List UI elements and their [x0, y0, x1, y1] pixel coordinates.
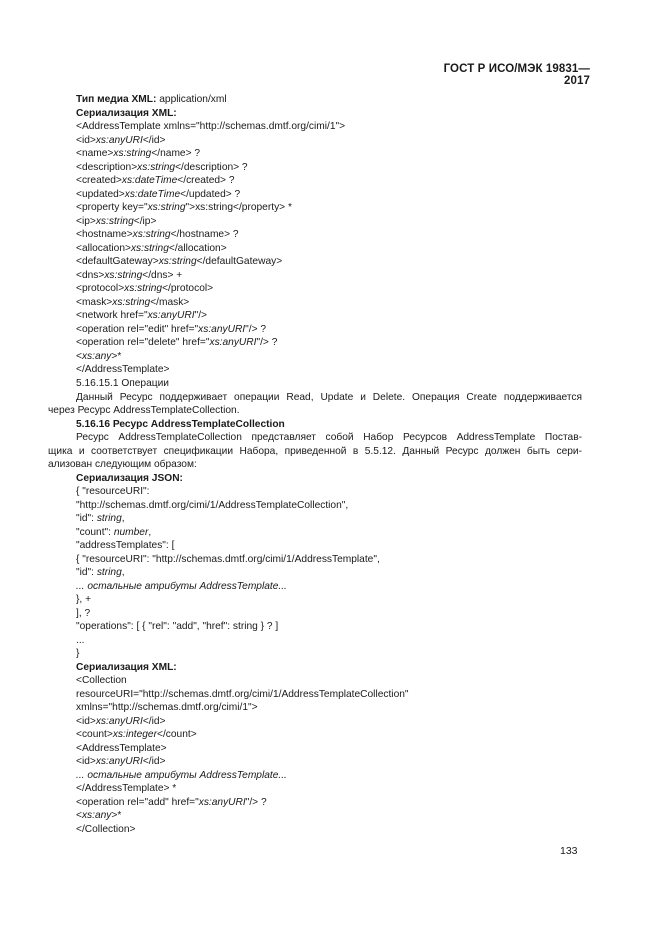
- code-token: </id>: [142, 134, 166, 146]
- code-token: <hostname>: [76, 229, 133, 240]
- code-token: <operation rel="delete" href=": [76, 337, 210, 348]
- code-line: [76, 228, 239, 241]
- code-type-token: string: [96, 567, 122, 578]
- code-token: </allocation>: [168, 242, 227, 254]
- code-token: </created> ?: [177, 175, 235, 186]
- code-token: ,: [121, 513, 125, 524]
- code-line: [76, 201, 292, 214]
- code-token: "http://schemas.dmtf.org/cimi/1/AddressTemplateCollection",: [76, 499, 349, 511]
- code-token: <updated>: [76, 188, 125, 200]
- code-line: [76, 539, 174, 552]
- code-type-token: xs:string: [130, 242, 169, 254]
- code-token: "/>: [194, 310, 207, 321]
- code-token: <name>: [76, 148, 114, 159]
- code-token: <protocol>: [76, 283, 125, 294]
- code-type-token: ... остальные атрибуты AddressTemplate...: [76, 580, 287, 592]
- code-token: ], ?: [76, 607, 91, 619]
- code-token: </id>: [142, 715, 166, 727]
- code-line: [76, 553, 380, 566]
- code-token: { "resourceURI":: [76, 486, 150, 497]
- code-type-token: xs:dateTime: [121, 175, 178, 186]
- code-token: <network href=": [76, 310, 148, 321]
- code-line: [76, 323, 266, 336]
- code-type-token: xs:string: [112, 296, 151, 308]
- code-token: </dns> +: [142, 269, 183, 281]
- json-serialization-label: Сериализация JSON:: [76, 472, 183, 484]
- code-token: { "resourceURI": "http://schemas.dmtf.org/cimi/1/AddressTemplate",: [76, 553, 380, 565]
- code-token: xmlns="http://schemas.dmtf.org/cimi/1">: [76, 702, 258, 713]
- code-line: [76, 701, 258, 714]
- code-line: [76, 134, 166, 147]
- code-line: [76, 269, 182, 282]
- code-type-token: xs:string: [137, 161, 176, 173]
- section-paragraph-line2: щика и соответствует спецификации Набора, приведенной в 5.5.12. Данный Ресурс должен быть сери-: [48, 445, 582, 457]
- code-token: <operation rel="edit" href=": [76, 323, 199, 335]
- media-type-value: application/xml: [156, 94, 227, 105]
- code-type-token: number: [113, 526, 149, 538]
- code-line: [76, 782, 176, 795]
- code-token: <mask>: [76, 296, 113, 308]
- code-token: <count>: [76, 729, 113, 740]
- code-token: "count":: [76, 526, 114, 538]
- code-token: resourceURI="http://schemas.dmtf.org/cimi/1/AddressTemplateCollection": [76, 688, 409, 700]
- code-type-token: xs:dateTime: [124, 188, 181, 200]
- code-type-token: xs:string: [158, 256, 197, 267]
- code-line: [76, 769, 287, 782]
- code-line: [76, 282, 213, 295]
- code-line: [76, 350, 121, 363]
- code-line: [76, 620, 278, 633]
- page-number: 133: [560, 845, 578, 857]
- code-line: [76, 715, 166, 728]
- code-token: <AddressTemplate>: [76, 742, 167, 754]
- operations-paragraph-line1: Данный Ресурс поддерживает операции Read, Update и Delete. Операция Create поддерживается: [76, 391, 582, 403]
- code-token: </mask>: [150, 296, 190, 308]
- operations-paragraph-line2: через Ресурс AddressTemplateCollection.: [48, 405, 240, 416]
- code-type-token: xs:string: [95, 215, 134, 227]
- code-line: [76, 336, 277, 349]
- code-token: <: [76, 810, 82, 821]
- code-token: </AddressTemplate>: [76, 364, 170, 375]
- code-token: </count>: [157, 729, 197, 740]
- standard-header: ГОСТ Р ИСО/МЭК 19831—2017: [443, 63, 590, 87]
- code-line: [76, 188, 240, 201]
- code-type-token: xs:integer: [112, 729, 157, 740]
- code-token: </protocol>: [162, 283, 214, 294]
- code-line: [76, 174, 235, 187]
- code-line: [76, 593, 91, 606]
- code-type-token: xs:anyURI: [198, 796, 246, 808]
- section-heading: 5.16.16 Ресурс AddressTemplateCollection: [76, 418, 285, 430]
- code-token: "/> ?: [256, 337, 278, 348]
- code-line: [76, 161, 248, 174]
- code-token: <: [76, 350, 82, 362]
- code-type-token: xs:string: [104, 269, 143, 281]
- code-type-token: xs:string: [132, 229, 171, 240]
- code-token: </ip>: [133, 215, 157, 227]
- code-type-token: xs:anyURI: [95, 715, 143, 727]
- code-token: <defaultGateway>: [76, 256, 159, 267]
- code-token: "/> ?: [245, 323, 267, 335]
- code-line: [76, 255, 282, 268]
- code-type-token: xs:anyURI: [209, 337, 257, 348]
- code-token: <created>: [76, 175, 122, 186]
- code-token: >*: [111, 810, 122, 821]
- code-type-token: xs:anyURI: [95, 134, 143, 146]
- code-token: <id>: [76, 715, 96, 727]
- code-token: }: [76, 648, 80, 659]
- code-line: [76, 688, 409, 701]
- code-type-token: xs:string: [147, 202, 186, 213]
- code-line: [76, 809, 121, 822]
- code-token: ,: [121, 567, 125, 578]
- code-type-token: xs:anyURI: [147, 310, 195, 321]
- code-token: </Collection>: [76, 823, 136, 835]
- code-token: </updated> ?: [180, 188, 241, 200]
- code-token: <id>: [76, 134, 96, 146]
- code-line: [76, 512, 125, 525]
- code-line: [76, 309, 207, 322]
- code-type-token: xs:any: [81, 350, 112, 362]
- code-line: [76, 242, 227, 255]
- media-type-line: [76, 93, 227, 106]
- code-token: <dns>: [76, 269, 105, 281]
- code-token: "id":: [76, 513, 97, 524]
- code-line: [76, 120, 345, 133]
- code-line: [76, 823, 135, 836]
- code-token: "addressTemplates": [: [76, 540, 175, 551]
- code-token: </name> ?: [151, 148, 201, 159]
- code-type-token: xs:anyURI: [198, 323, 246, 335]
- code-token: ...: [76, 634, 85, 646]
- code-token: >*: [111, 350, 122, 362]
- code-token: ">xs:string</property> *: [185, 202, 292, 213]
- code-line: [76, 566, 125, 579]
- code-line: [76, 499, 348, 512]
- code-line: [76, 728, 197, 741]
- media-type-label: Тип медиа XML:: [76, 94, 157, 105]
- code-token: </description> ?: [175, 161, 248, 173]
- code-token: ,: [148, 526, 152, 538]
- code-token: <Collection: [76, 675, 127, 686]
- code-line: [76, 363, 169, 376]
- code-line: [76, 755, 166, 768]
- code-token: <id>: [76, 756, 96, 767]
- code-token: <ip>: [76, 215, 96, 227]
- code-token: </defaultGateway>: [196, 256, 283, 267]
- code-token: <AddressTemplate xmlns="http://schemas.dmtf.org/cimi/1">: [76, 121, 346, 132]
- code-line: [76, 296, 189, 309]
- code-token: "id":: [76, 567, 97, 578]
- xml-serialization-label: Сериализация XML:: [76, 107, 177, 119]
- code-token: </AddressTemplate> *: [76, 783, 177, 794]
- code-line: [76, 526, 151, 539]
- code-type-token: ... остальные атрибуты AddressTemplate...: [76, 769, 287, 781]
- code-type-token: xs:anyURI: [95, 756, 143, 767]
- operations-heading: 5.16.15.1 Операции: [76, 378, 169, 389]
- code-token: <description>: [76, 161, 138, 173]
- section-paragraph-line3: ализован следующим образом:: [48, 459, 197, 470]
- code-line: [76, 215, 156, 228]
- code-line: [76, 742, 167, 755]
- code-token: </hostname> ?: [170, 229, 239, 240]
- code-token: "/> ?: [245, 796, 267, 808]
- code-token: <operation rel="add" href=": [76, 796, 199, 808]
- code-token: </id>: [142, 756, 166, 767]
- code-type-token: xs:string: [124, 283, 163, 294]
- code-line: [76, 147, 200, 160]
- code-line: [76, 580, 287, 593]
- section-paragraph-line1: Ресурс AddressTemplateCollection представляет собой Набор Ресурсов AddressTemplate Постав-: [76, 432, 582, 443]
- code-token: }, +: [76, 594, 92, 605]
- code-line: [76, 607, 90, 620]
- code-line: [76, 796, 267, 809]
- code-line: [76, 485, 149, 498]
- code-token: "operations": [ { "rel": "add", "href": string } ? ]: [76, 621, 279, 632]
- code-type-token: xs:string: [113, 148, 152, 159]
- code-line: [76, 647, 79, 660]
- code-type-token: string: [96, 513, 122, 524]
- xml-collection-serialization-label: Сериализация XML:: [76, 661, 177, 673]
- code-type-token: xs:any: [81, 810, 112, 821]
- code-line: [76, 634, 85, 647]
- code-token: <allocation>: [76, 242, 131, 254]
- code-line: [76, 674, 127, 687]
- code-token: <property key=": [76, 202, 148, 213]
